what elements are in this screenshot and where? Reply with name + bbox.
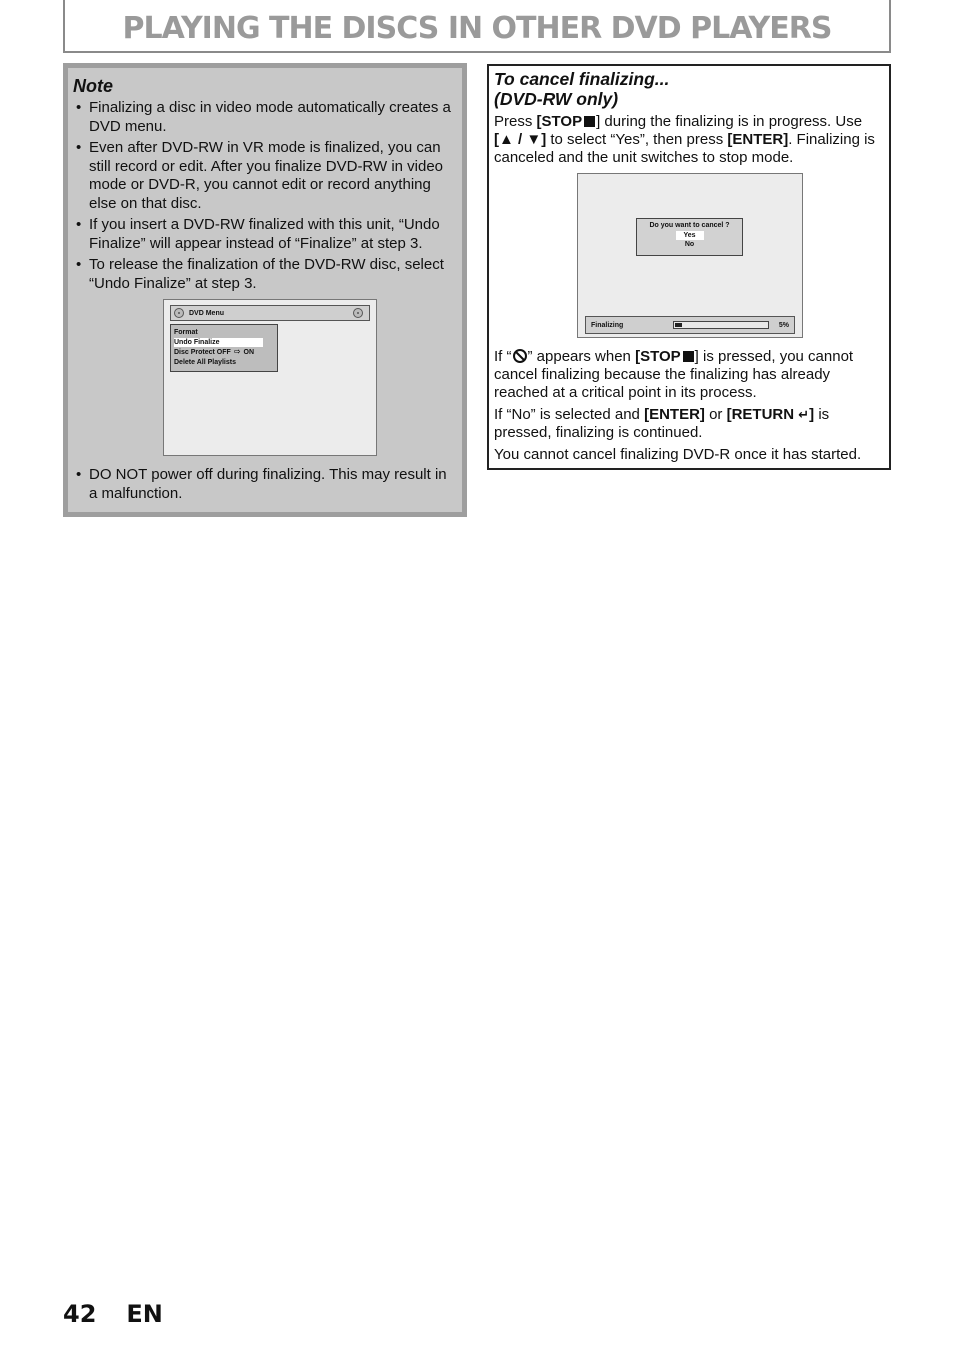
- note-bullet: • Even after DVD-RW in VR mode is finalized, you can still record or edit. After you finalize DVD-RW in video mode or DVD-R, you cannot edit or record anything else on that disc.: [73, 139, 456, 213]
- stop-icon: [584, 116, 595, 127]
- text: or: [704, 406, 727, 423]
- language-code: EN: [126, 1300, 163, 1328]
- text: If “No” is selected and: [494, 406, 645, 423]
- note-panel: [63, 63, 467, 517]
- prohibited-icon: [513, 349, 527, 363]
- text: ]: [809, 406, 815, 423]
- disc-icon: [353, 308, 363, 318]
- text: ] during the finalizing is in progress. Use: [596, 113, 863, 130]
- arrow-keys-label: [▲ / ▼]: [494, 131, 547, 148]
- progress-bar: [673, 321, 769, 329]
- cancel-title-line2: (DVD-RW only): [494, 89, 619, 109]
- page-header: [63, 0, 891, 53]
- text: ] is pressed, you cannot cancel finalizing because the finalizing has already reached at a critical point in its process.: [494, 348, 854, 401]
- progress-fill: [675, 323, 682, 327]
- enter-key-label: [ENTER]: [727, 131, 789, 148]
- disc-icon: [174, 308, 184, 318]
- dialog-no-option[interactable]: No: [684, 241, 695, 248]
- cancel-note-prohibited: [494, 348, 883, 402]
- note-bullet: • Finalizing a disc in video mode automatically creates a DVD menu.: [73, 99, 456, 136]
- text: to select “Yes”, then press: [546, 131, 728, 148]
- note-bullet-list-after: [73, 466, 456, 503]
- dvd-menu-title-bar: [170, 305, 370, 321]
- stop-key-label: [STOP: [536, 113, 583, 130]
- cancel-dialog: [636, 218, 743, 256]
- dvd-menu-list: [170, 324, 278, 372]
- menu-item-delete-playlists[interactable]: Delete All Playlists: [174, 358, 236, 366]
- dialog-question: Do you want to cancel ?: [649, 222, 730, 229]
- page-footer: [63, 1300, 193, 1328]
- menu-item-disc-protect[interactable]: [174, 347, 274, 358]
- dialog-yes-option[interactable]: Yes: [676, 231, 704, 240]
- page-title: PLAYING THE DISCS IN OTHER DVD PLAYERS: [122, 11, 832, 46]
- menu-item-format[interactable]: Format: [174, 329, 198, 336]
- text: is pressed, finalizing is continued.: [494, 406, 830, 441]
- progress-label: Finalizing: [591, 321, 624, 329]
- return-key-label: [RETURN: [726, 406, 795, 423]
- text: ” appears when: [527, 348, 636, 365]
- menu-item-undo-finalize[interactable]: Undo Finalize: [174, 338, 263, 348]
- return-icon: ↵: [798, 407, 810, 422]
- dvd-menu-title: DVD Menu: [189, 309, 224, 317]
- note-bullet: • If you insert a DVD-RW finalized with this unit, “Undo Finalize” will appear instead of “Finalize” at step 3.: [73, 216, 456, 253]
- page-number: 42: [63, 1300, 97, 1328]
- cancel-dialog-screen: [577, 173, 803, 338]
- dvd-menu-screen: [163, 299, 377, 456]
- stop-icon: [683, 351, 694, 362]
- cancel-note-dvdr: You cannot cancel finalizing DVD-R once it has started.: [494, 446, 862, 463]
- note-bullet: • To release the finalization of the DVD-RW disc, select “Undo Finalize” at step 3.: [73, 256, 456, 293]
- stop-key-label: [STOP: [635, 348, 681, 365]
- text: . Finalizing is canceled and the unit switches to stop mode.: [494, 131, 875, 166]
- disc-protect-value: ON: [243, 349, 254, 357]
- cancel-title-line1: To cancel finalizing...: [494, 69, 670, 89]
- cancel-finalizing-panel: [487, 64, 891, 470]
- enter-key-label: [ENTER]: [644, 406, 705, 423]
- note-bullet: • DO NOT power off during finalizing. This may result in a malfunction.: [73, 466, 456, 503]
- text: If “: [494, 348, 512, 365]
- note-title: Note: [73, 76, 113, 96]
- disc-protect-label: Disc Protect OFF: [174, 349, 231, 357]
- arrow-right-icon: ⇨: [233, 347, 241, 357]
- cancel-title: [494, 69, 883, 109]
- note-bullet-list: [73, 99, 456, 293]
- cancel-note-no: [494, 406, 883, 442]
- finalizing-progress-row: [585, 316, 795, 334]
- cancel-instructions: [494, 113, 883, 167]
- text: Press: [494, 113, 537, 130]
- progress-percent: 5%: [778, 321, 789, 329]
